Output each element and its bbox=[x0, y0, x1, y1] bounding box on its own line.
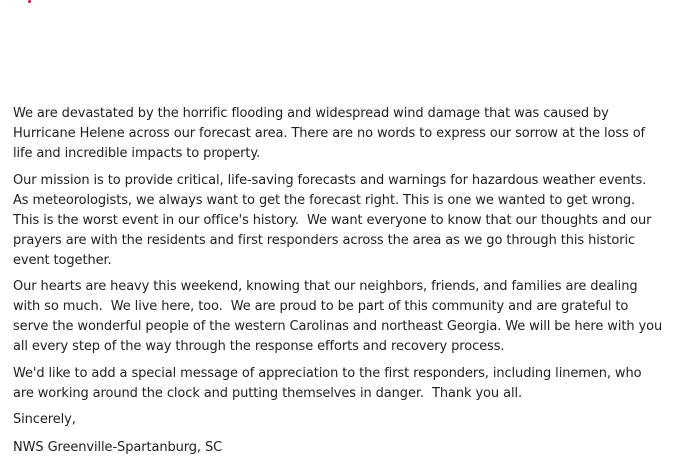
paragraph-hearts-heavy: Our hearts are heavy this weekend, knowing that our neighbors, friends, and families are dealing with so much. We live here, too. We are proud to be part of this community and are grateful to serve the wonderful people of the western Carolinas and northeast Georgia. We will be here with you all every step of the way through the response efforts and recovery process. bbox=[13, 279, 667, 354]
paragraph-mission: Our mission is to provide critical, life-saving forecasts and warnings for hazardous weather events. As meteorologists, we always want to get the forecast right. This is one we wanted to get wrong. This is the worst event in our office's history. We want everyone to know that our thoughts and our prayers are with the residents and first responders across the area as we go through this historic event together. bbox=[13, 173, 656, 268]
signature: NWS Greenville-Spartanburg, SC bbox=[13, 440, 223, 455]
closing-salutation: Sincerely, bbox=[13, 412, 76, 427]
post-body bbox=[13, 104, 667, 465]
paragraph-devastation: We are devastated by the horrific flooding and widespread wind damage that was caused by Hurricane Helene across our forecast area. There are no words to express our sorrow at the loss of life and incredible impacts to property. bbox=[13, 106, 650, 161]
red-dot-marker bbox=[28, 0, 31, 3]
paragraph-appreciation: We'd like to add a special message of appreciation to the first responders, including linemen, who are working around the clock and putting themselves in danger. Thank you all. bbox=[13, 366, 646, 401]
